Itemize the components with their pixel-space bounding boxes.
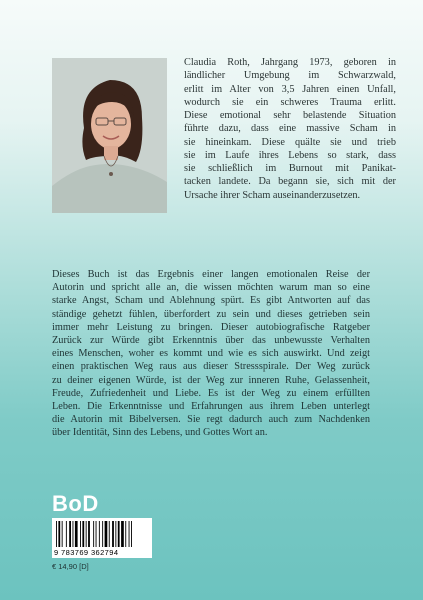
- barcode-bar: [62, 521, 63, 547]
- bio-line: erlitt im Alter von 3,5 Jahren einen Unfall,: [184, 83, 396, 95]
- barcode-bar: [82, 521, 84, 547]
- bio-line: tacken landete. Da begann sie, sich mit der: [184, 176, 396, 188]
- barcode-bar: [96, 521, 97, 547]
- blurb-line: die Autorin mit Bibelversen. Sie regt dadurch auch zum Nachdenken: [52, 414, 370, 426]
- isbn-digits: 9 783769 362794: [54, 548, 119, 557]
- bio-line: Claudia Roth, Jahrgang 1973, geboren in: [184, 57, 396, 68]
- blurb-line: über Identität, Sinn des Lebens, und Gottes Wort an.: [52, 427, 268, 439]
- book-blurb: [52, 268, 370, 440]
- blurb-line: zu deiner eigenen Würde, ist der Weg zur inneren Ruhe, Gelassenheit,: [52, 374, 370, 386]
- bio-line: sie schließlich im Burnout mit Panikat-: [184, 163, 396, 174]
- bio-line: Ursache ihrer Scham auseinanderzusetzen.: [184, 189, 361, 201]
- barcode-bar: [105, 521, 108, 547]
- publisher-logo: BoD: [52, 491, 99, 516]
- blurb-line: Dieses Buch ist das Ergebnis einer langen emotionalen Reise der: [52, 269, 370, 280]
- bio-line: Diese emotional sehr belastende Situation: [184, 110, 396, 121]
- barcode-bar: [121, 521, 124, 547]
- blurb-line: immer mehr Leistung zu bringen. Dieser autobiografische Ratgeber: [52, 321, 370, 333]
- barcode-bar: [58, 521, 60, 547]
- bio-line: sie hineinkam. Diese quälte sie und trieb: [184, 136, 396, 148]
- isbn-barcode: [52, 518, 152, 558]
- barcode-bar: [99, 521, 100, 547]
- barcode-bar: [88, 521, 90, 547]
- barcode-bar: [131, 521, 132, 547]
- barcode-bar: [109, 521, 110, 547]
- blurb-line: Leben. Die Erkenntnisse und Erfahrungen aus ihrem Leben unterlegt: [52, 401, 370, 413]
- blurb-line: ständige gehetzt fühlen, überfordert zu sein und dieses getrieben sein: [52, 308, 370, 320]
- bio-line: sie im Laufe ihres Lebens so stark, dass: [184, 149, 396, 161]
- barcode-bar: [112, 521, 114, 547]
- bio-line: ländlicher Umgebung im Schwarzwald,: [184, 70, 396, 82]
- bio-line: wodurch sie ein schweres Trauma erlitt.: [184, 96, 396, 108]
- blurb-line: starke Angst, Scham und Ablehnung spürt. Es gibt Antworten auf das: [52, 295, 370, 307]
- barcode-bar: [86, 521, 87, 547]
- barcode-bar: [69, 521, 71, 547]
- barcode-bar: [66, 521, 67, 547]
- barcode-bar: [118, 521, 120, 547]
- barcode-bars: [56, 521, 148, 547]
- barcode-bar: [93, 521, 94, 547]
- barcode-bar: [80, 521, 81, 547]
- bio-line: führte dazu, dass eine massive Scham in: [184, 123, 396, 135]
- barcode-bar: [75, 521, 78, 547]
- barcode-bar: [125, 521, 126, 547]
- blurb-line: Freude, Zufriedenheit und Liebe. Es ist der Weg zu einem erfüllten: [52, 387, 370, 399]
- barcode-bar: [102, 521, 103, 547]
- blurb-line: Zurück zur Würde gibt Erkenntnis über das unbewusste Verhalten: [52, 335, 370, 347]
- author-bio: [184, 56, 396, 202]
- blurb-line: eines Menschen, woher es kommt und wie es sich auswirkt. Und zeigt: [52, 348, 370, 360]
- blurb-line: einen praktischen Weg raus aus dieser Stressspirale. Der Weg zurück: [52, 361, 370, 373]
- blurb-line: Autorin und spricht alle an, die wissen möchten warum man so eine: [52, 282, 370, 294]
- barcode-bar: [129, 521, 130, 547]
- barcode-bar: [56, 521, 57, 547]
- author-photo: [52, 58, 167, 213]
- barcode-bar: [73, 521, 74, 547]
- barcode-bar: [115, 521, 116, 547]
- price: € 14,90 [D]: [52, 562, 89, 571]
